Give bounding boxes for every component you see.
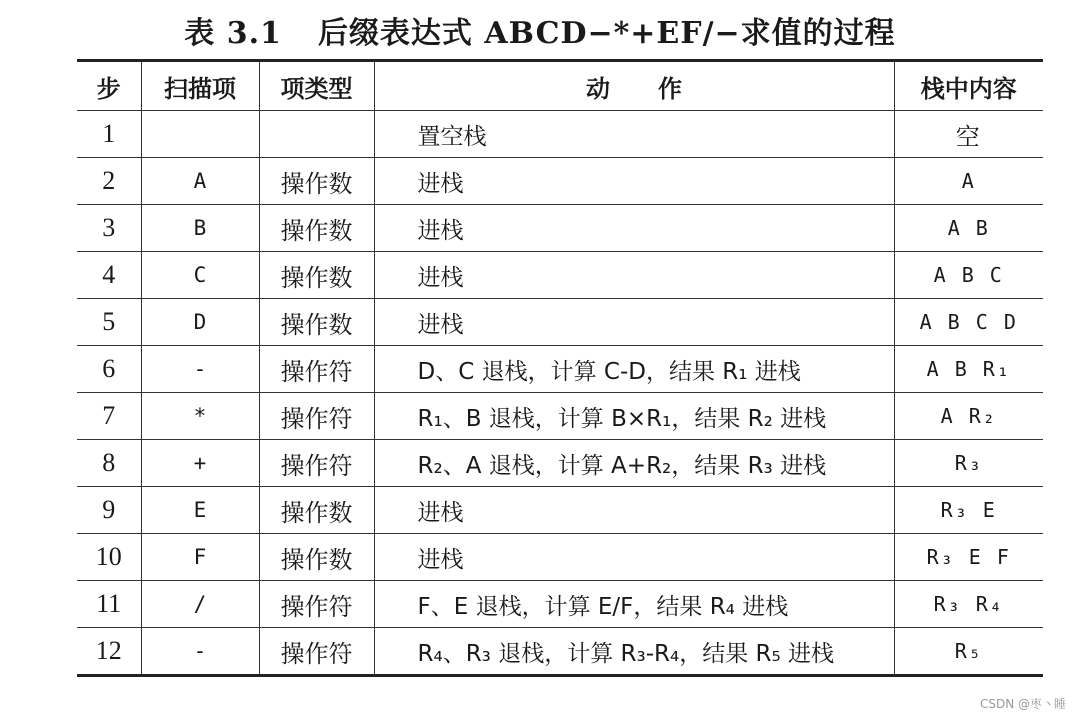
cell-stack: A B [894,205,1043,252]
cell-action: 置空栈 [374,111,894,158]
header-step: 步 [77,61,141,111]
table-row [77,252,1043,299]
cell-scan-item: * [141,393,259,440]
cell-action: R₂、A 退栈，计算 A+R₂，结果 R₃ 进栈 [374,440,894,487]
table-row [77,111,1043,158]
cell-scan-item: - [141,628,259,676]
cell-step: 1 [77,111,141,158]
watermark: CSDN @枣丶睡 [979,697,1066,711]
cell-item-type: 操作数 [259,158,374,205]
cell-step: 6 [77,346,141,393]
table-row [77,158,1043,205]
evaluation-table [77,59,1043,677]
table-row [77,581,1043,628]
cell-step: 11 [77,581,141,628]
cell-stack: A [894,158,1043,205]
cell-action: 进栈 [374,252,894,299]
cell-step: 12 [77,628,141,676]
table-title: 后缀表达式 ABCD−*+EF/−求值的过程 [317,16,896,51]
cell-action: F、E 退栈，计算 E/F，结果 R₄ 进栈 [374,581,894,628]
cell-stack: A R₂ [894,393,1043,440]
cell-step: 9 [77,487,141,534]
table-row [77,346,1043,393]
cell-item-type [259,111,374,158]
table-caption [0,8,1080,52]
table-row [77,534,1043,581]
header-item-type: 项类型 [259,61,374,111]
cell-action: 进栈 [374,487,894,534]
cell-stack: A B R₁ [894,346,1043,393]
cell-action: 进栈 [374,299,894,346]
cell-stack: R₅ [894,628,1043,676]
cell-item-type: 操作数 [259,205,374,252]
cell-item-type: 操作数 [259,299,374,346]
cell-stack: R₃ E [894,487,1043,534]
cell-scan-item: + [141,440,259,487]
cell-item-type: 操作符 [259,581,374,628]
cell-item-type: 操作数 [259,534,374,581]
table-row [77,487,1043,534]
table-row [77,205,1043,252]
cell-item-type: 操作符 [259,628,374,676]
cell-action: 进栈 [374,534,894,581]
cell-item-type: 操作数 [259,252,374,299]
cell-step: 2 [77,158,141,205]
cell-item-type: 操作数 [259,487,374,534]
cell-item-type: 操作符 [259,393,374,440]
cell-scan-item [141,111,259,158]
cell-scan-item: E [141,487,259,534]
cell-stack: A B C D [894,299,1043,346]
cell-step: 4 [77,252,141,299]
table-row [77,628,1043,676]
cell-action: R₄、R₃ 退栈，计算 R₃-R₄，结果 R₅ 进栈 [374,628,894,676]
cell-scan-item: F [141,534,259,581]
table-row [77,393,1043,440]
header-stack-content: 栈中内容 [894,61,1043,111]
cell-step: 8 [77,440,141,487]
cell-step: 7 [77,393,141,440]
cell-step: 3 [77,205,141,252]
cell-step: 10 [77,534,141,581]
cell-action: R₁、B 退栈，计算 B×R₁，结果 R₂ 进栈 [374,393,894,440]
cell-stack: R₃ E F [894,534,1043,581]
cell-scan-item: C [141,252,259,299]
cell-action: 进栈 [374,158,894,205]
cell-scan-item: / [141,581,259,628]
cell-action: D、C 退栈，计算 C-D，结果 R₁ 进栈 [374,346,894,393]
cell-action: 进栈 [374,205,894,252]
cell-item-type: 操作符 [259,440,374,487]
table-number: 表 3.1 [184,16,282,51]
header-action: 动 作 [374,61,894,111]
cell-stack: A B C [894,252,1043,299]
cell-stack: R₃ R₄ [894,581,1043,628]
cell-step: 5 [77,299,141,346]
cell-scan-item: B [141,205,259,252]
cell-scan-item: A [141,158,259,205]
table-row [77,299,1043,346]
cell-stack: 空 [894,111,1043,158]
header-scan-item: 扫描项 [141,61,259,111]
cell-scan-item: D [141,299,259,346]
cell-scan-item: - [141,346,259,393]
header-row [77,61,1043,111]
table-row [77,440,1043,487]
cell-stack: R₃ [894,440,1043,487]
cell-item-type: 操作符 [259,346,374,393]
